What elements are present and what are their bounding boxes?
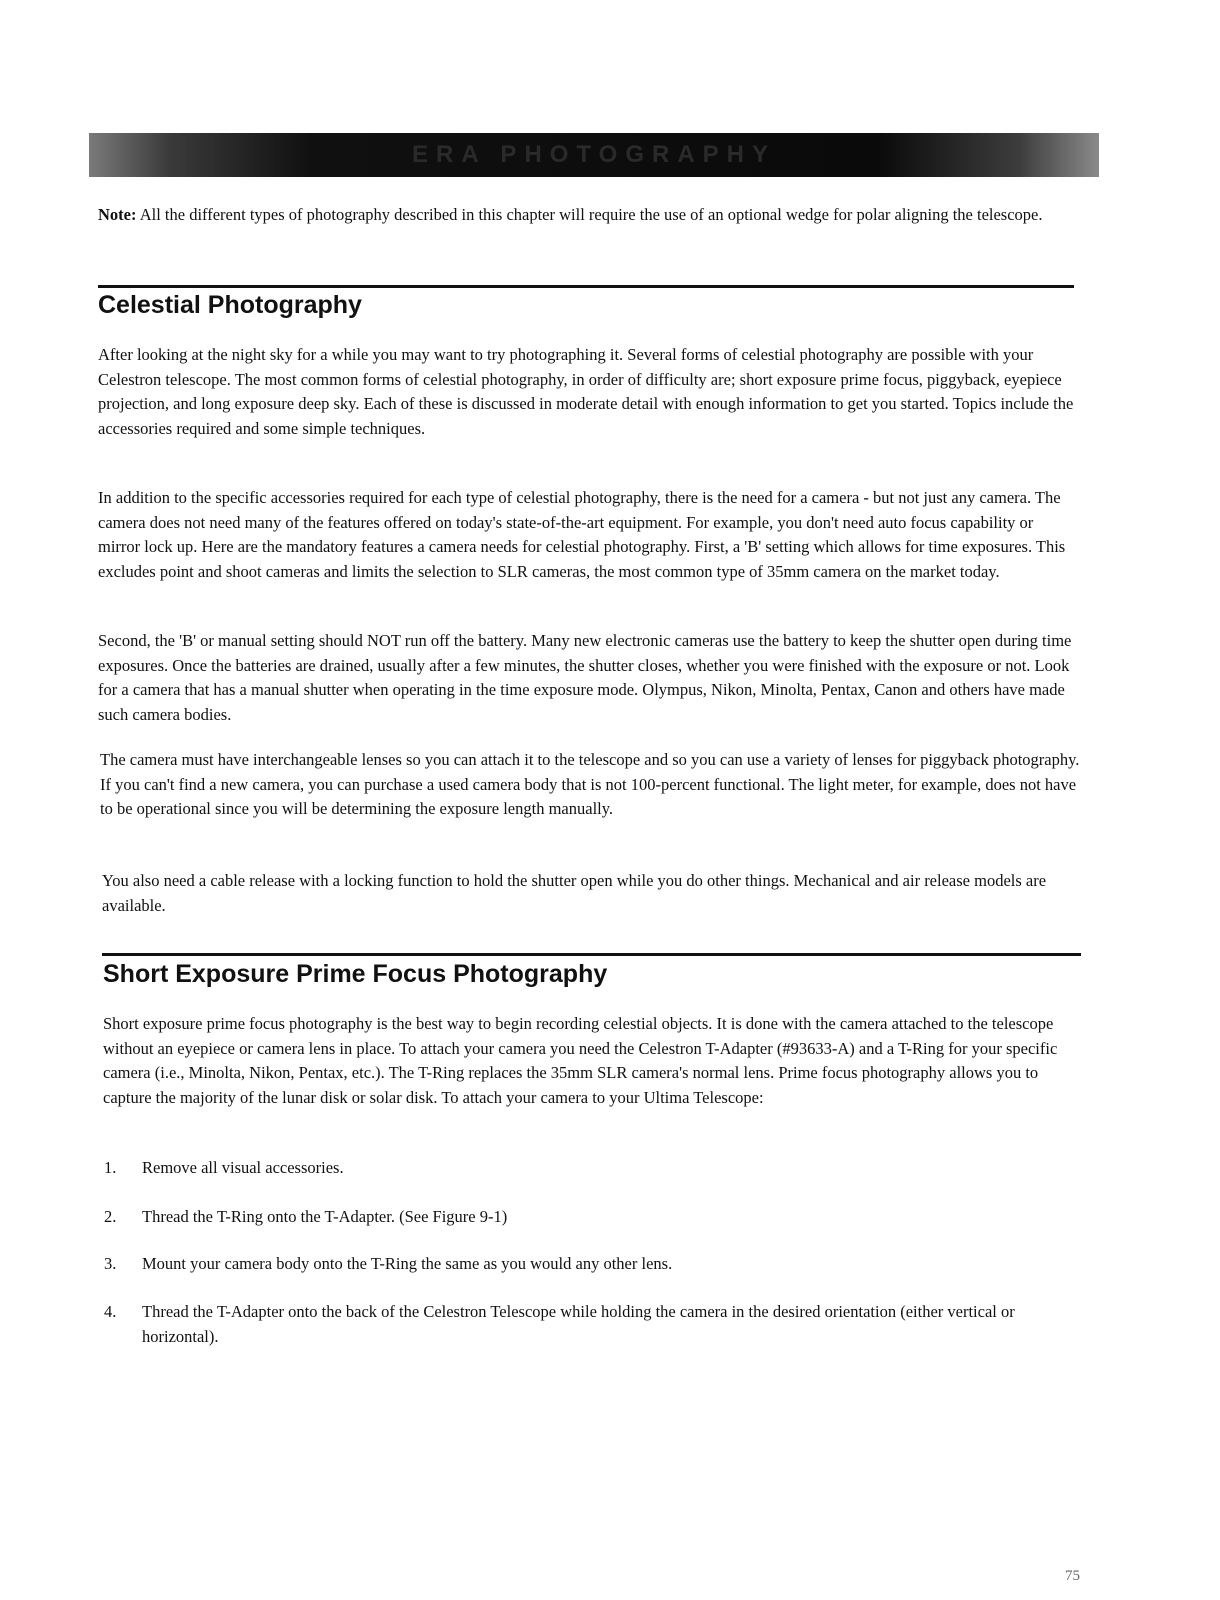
list-item-text: Mount your camera body onto the T-Ring the same as you would any other lens. (142, 1254, 673, 1273)
celestial-paragraph-3: Second, the 'B' or manual setting should NOT run off the battery. Many new electronic cameras use the battery to keep the shutter open during time exposures. Once the batteries are drained, usually after a few minutes, the shutter closes, whether you were finished with the exposure or not. Look for a camera that has a manual shutter when operating in the time exposure mode. Olympus, Nikon, Minolta, Pentax, Canon and others have made such camera bodies. (98, 631, 1072, 724)
chapter-banner (89, 133, 1099, 177)
celestial-paragraph-1: After looking at the night sky for a while you may want to try photographing it. Several forms of celestial photography are possible with your Celestron telescope. The most common forms of celestial photography, in order of difficulty are; short exposure prime focus, piggyback, eyepiece projection, and long exposure deep sky. Each of these is discussed in moderate detail with enough information to get you started. Topics include the accessories required and some simple techniques. (98, 345, 1074, 438)
list-item (104, 1252, 1064, 1277)
section-divider-prime-focus (102, 953, 1081, 956)
list-item-number: 1. (104, 1158, 117, 1177)
note-paragraph (98, 202, 1088, 227)
celestial-paragraph-2: In addition to the specific accessories required for each type of celestial photography, there is the need for a camera - but not just any camera. The camera does not need many of the features offered on today's state-of-the-art equipment. For example, you don't need auto focus capability or mirror lock up. Here are the mandatory features a camera needs for celestial photography. First, a 'B' setting which allows for time exposures. This excludes point and shoot cameras and limits the selection to SLR cameras, the most common type of 35mm camera on the market today. (98, 488, 1066, 581)
celestial-paragraph-5: You also need a cable release with a locking function to hold the shutter open while you do other things. Mechanical and air release models are available. (102, 871, 1047, 915)
list-item-number: 4. (104, 1302, 117, 1321)
list-item-number: 2. (104, 1207, 117, 1226)
list-item (104, 1156, 1064, 1181)
note-label: Note: (98, 205, 137, 224)
section-divider-celestial (98, 285, 1074, 288)
note-text: All the different types of photography described in this chapter will require the use of an optional wedge for polar aligning the telescope. (139, 205, 1043, 224)
celestial-paragraph-4: The camera must have interchangeable lenses so you can attach it to the telescope and so you can use a variety of lenses for piggyback photography. If you can't find a new camera, you can purchase a used camera body that is not 100-percent functional. The light meter, for example, does not have to be operational since you will be determining the exposure length manually. (100, 750, 1080, 819)
section-title-celestial: Celestial Photography (98, 291, 362, 319)
page-number: 75 (1065, 1568, 1080, 1584)
prime-focus-paragraph-1: Short exposure prime focus photography is the best way to begin recording celestial objects. It is done with the camera attached to the telescope without an eyepiece or camera lens in place. To attach your camera you need the Celestron T-Adapter (#93633-A) and a T-Ring for your specific camera (i.e., Minolta, Nikon, Pentax, etc.). The T-Ring replaces the 35mm SLR camera's normal lens. Prime focus photography allows you to capture the majority of the lunar disk or solar disk. To attach your camera to your Ultima Telescope: (103, 1014, 1058, 1107)
list-item-text: Thread the T-Adapter onto the back of the Celestron Telescope while holding the camera in the desired orientation (either vertical or horizontal). (142, 1302, 1015, 1346)
chapter-banner-text: ERA PHOTOGRAPHY (411, 141, 777, 168)
list-item-number: 3. (104, 1254, 117, 1273)
list-item-text: Thread the T-Ring onto the T-Adapter. (See Figure 9-1) (142, 1207, 508, 1226)
section-title-prime-focus: Short Exposure Prime Focus Photography (103, 960, 608, 988)
list-item (104, 1300, 1064, 1349)
list-item-text: Remove all visual accessories. (142, 1158, 344, 1177)
list-item (104, 1205, 1064, 1230)
